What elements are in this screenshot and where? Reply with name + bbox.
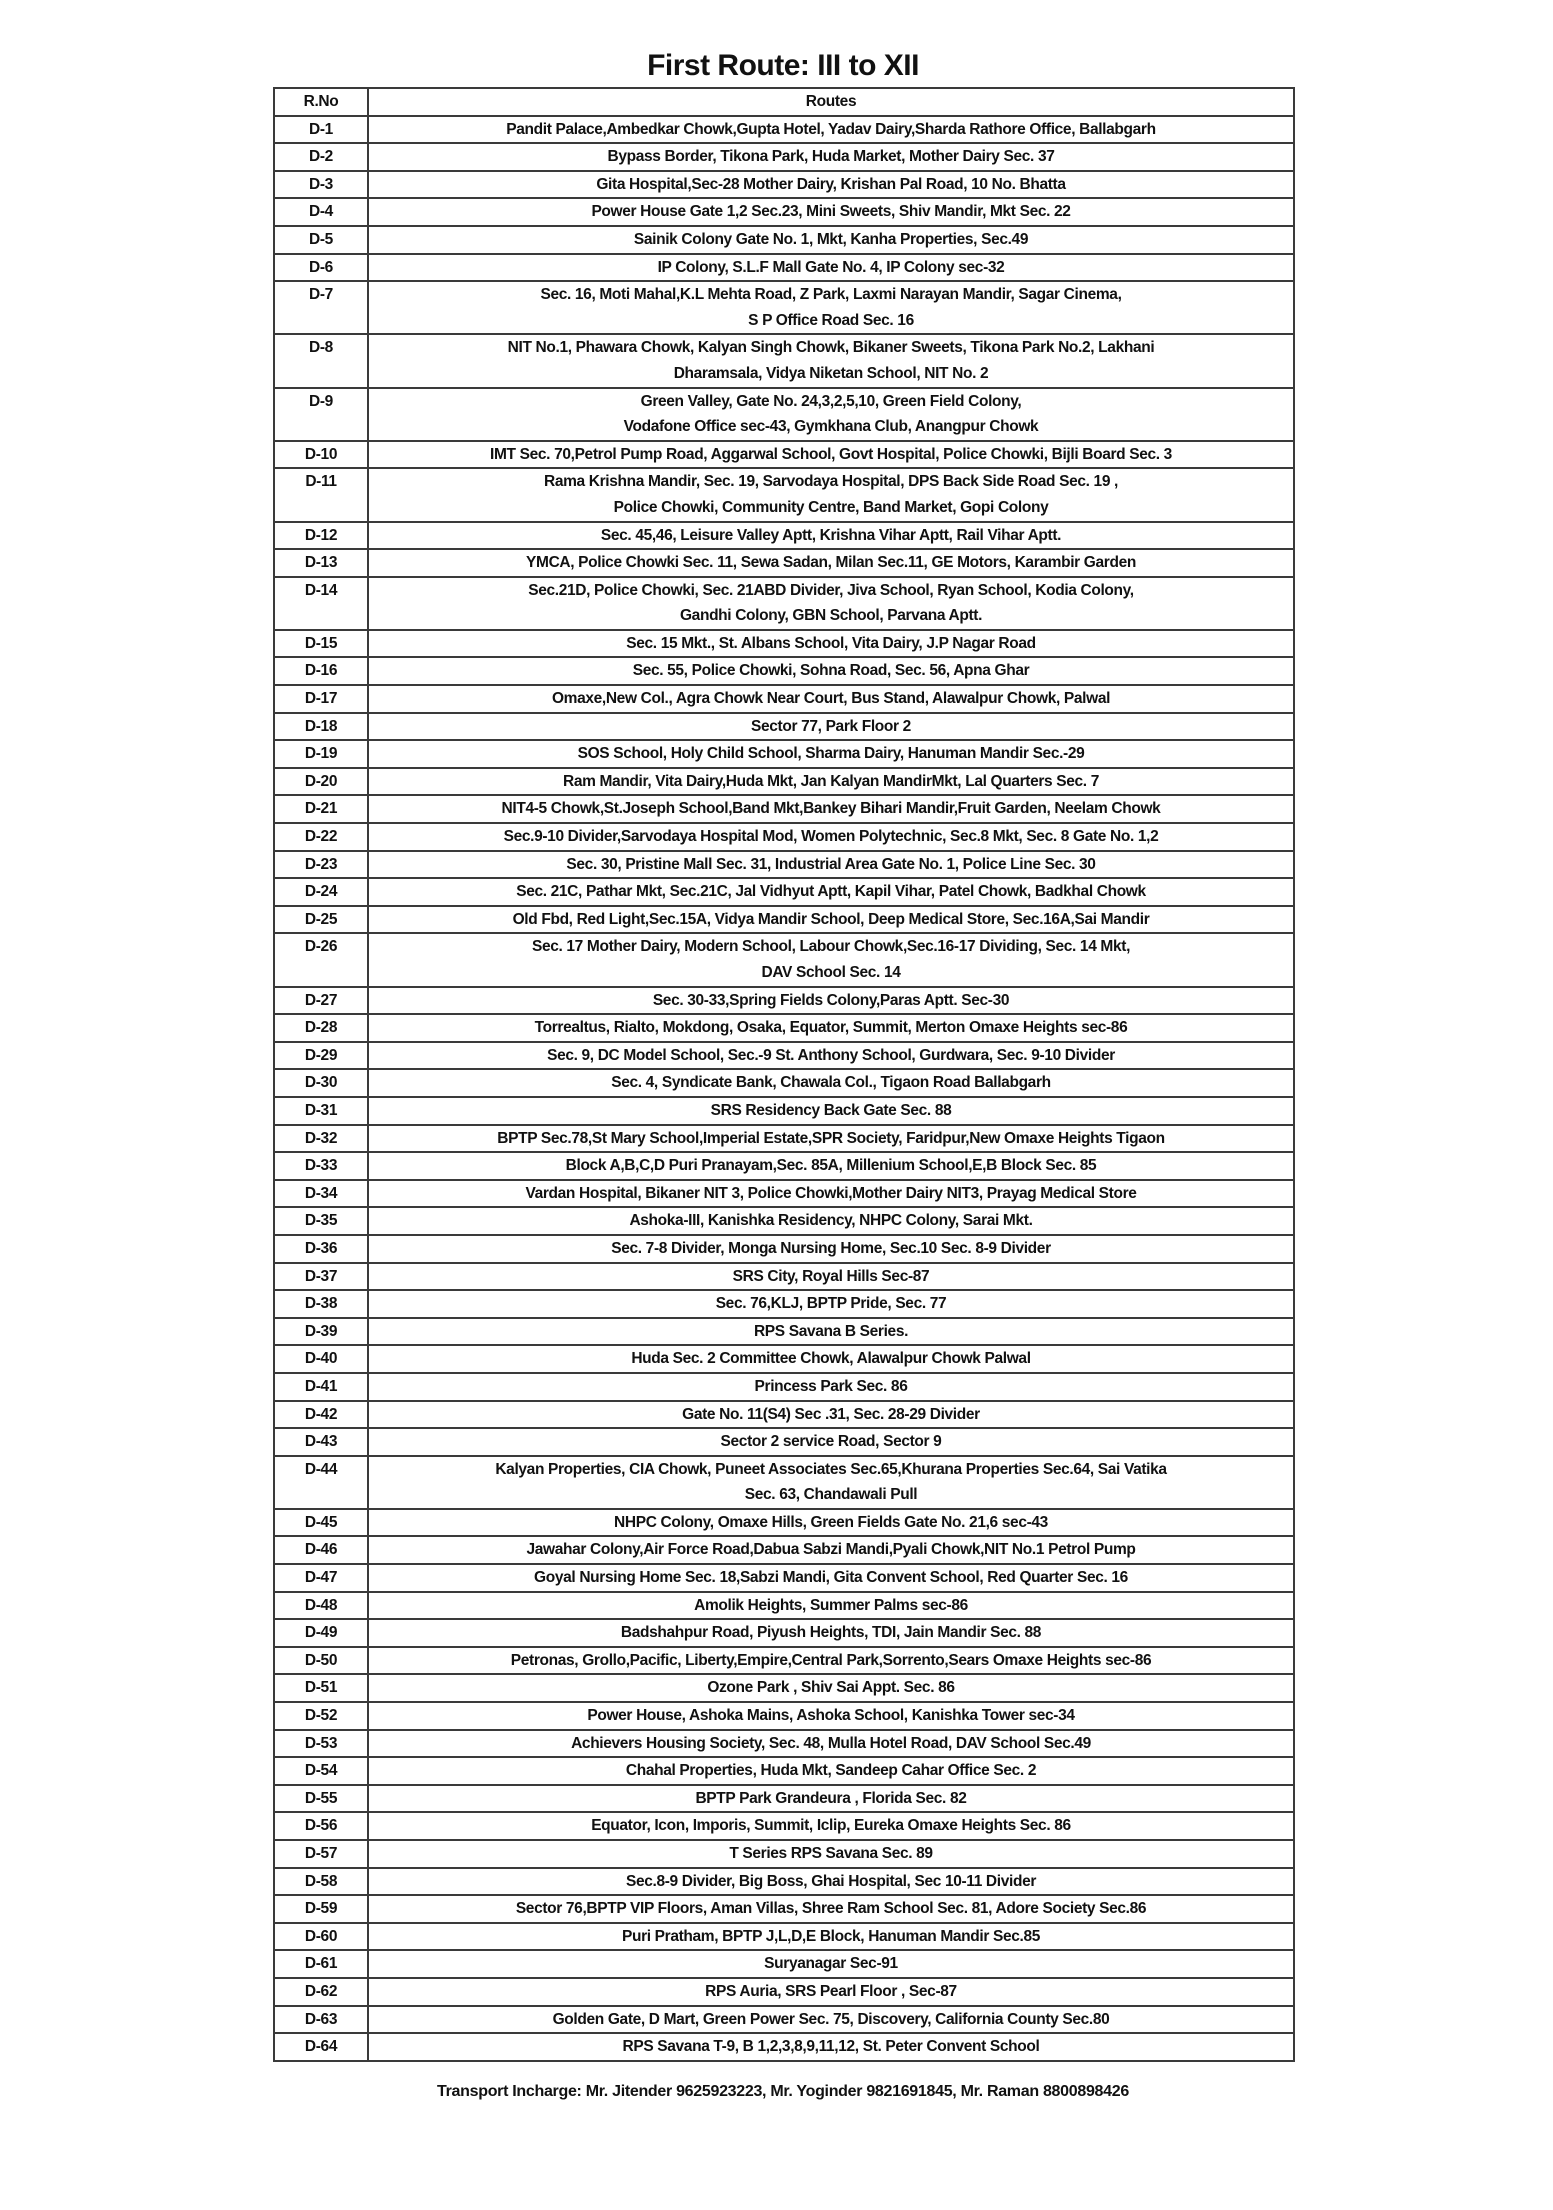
route-stops-cell xyxy=(368,1730,1294,1758)
table-header-row xyxy=(274,88,1294,116)
table-row xyxy=(274,713,1294,741)
table-row xyxy=(274,1619,1294,1647)
route-stops-cell xyxy=(368,116,1294,144)
table-row xyxy=(274,1263,1294,1291)
table-row xyxy=(274,987,1294,1015)
route-stops-line: Sec. 7-8 Divider, Monga Nursing Home, Sec.10 Sec. 8-9 Divider xyxy=(611,1239,1051,1257)
route-number-cell: D-34 xyxy=(274,1180,368,1208)
page-title: First Route: III to XII xyxy=(647,49,919,82)
route-stops-line: Sec.8-9 Divider, Big Boss, Ghai Hospital, Sec 10-11 Divider xyxy=(625,1872,1037,1890)
route-stops-line: Bypass Border, Tikona Park, Huda Market, Mother Dairy Sec. 37 xyxy=(607,148,1055,166)
table-row xyxy=(274,1235,1294,1263)
route-stops-cell xyxy=(368,441,1294,469)
route-stops-line: Omaxe,New Col., Agra Chowk Near Court, Bus Stand, Alawalpur Chowk, Palwal xyxy=(551,690,1111,708)
route-stops-line: IP Colony, S.L.F Mall Gate No. 4, IP Colony sec-32 xyxy=(657,258,1005,276)
route-stops-line: Suryanagar Sec-91 xyxy=(764,1955,898,1973)
table-row xyxy=(274,1509,1294,1537)
table-row xyxy=(274,1290,1294,1318)
table-row xyxy=(274,116,1294,144)
route-number-cell: D-37 xyxy=(274,1263,368,1291)
table-row xyxy=(274,1950,1294,1978)
table-row xyxy=(274,334,1294,387)
table-row xyxy=(274,1978,1294,2006)
route-stops-line: S P Office Road Sec. 16 xyxy=(748,311,914,329)
route-stops-cell xyxy=(368,1592,1294,1620)
route-stops-cell xyxy=(368,685,1294,713)
route-stops-line: Ram Mandir, Vita Dairy,Huda Mkt, Jan Kalyan MandirMkt, Lal Quarters Sec. 7 xyxy=(562,772,1099,790)
table-row xyxy=(274,1702,1294,1730)
route-stops-cell xyxy=(368,740,1294,768)
table-row xyxy=(274,388,1294,441)
route-stops-line: Kalyan Properties, CIA Chowk, Puneet Associates Sec.65,Khurana Properties Sec.64, Sai Vatika xyxy=(495,1460,1167,1478)
route-stops-line: Sec. 76,KLJ, BPTP Pride, Sec. 77 xyxy=(715,1295,947,1313)
route-stops-line: Equator, Icon, Imporis, Summit, Iclip, Eureka Omaxe Heights Sec. 86 xyxy=(591,1817,1071,1835)
route-number-cell: D-18 xyxy=(274,713,368,741)
route-stops-line: IMT Sec. 70,Petrol Pump Road, Aggarwal School, Govt Hospital, Police Chowki, Bijli Board Sec. 3 xyxy=(490,445,1172,463)
route-stops-line: Goyal Nursing Home Sec. 18,Sabzi Mandi, Gita Convent School, Red Quarter Sec. 16 xyxy=(534,1569,1128,1587)
route-number-cell: D-49 xyxy=(274,1619,368,1647)
route-number-cell: D-20 xyxy=(274,768,368,796)
table-row xyxy=(274,1564,1294,1592)
table-row xyxy=(274,1923,1294,1951)
route-stops-line: Pandit Palace,Ambedkar Chowk,Gupta Hotel, Yadav Dairy,Sharda Rathore Office, Ballabgarh xyxy=(506,120,1156,138)
route-stops-cell xyxy=(368,1097,1294,1125)
route-stops-line: Sector 2 service Road, Sector 9 xyxy=(720,1433,942,1451)
route-stops-line: Chahal Properties, Huda Mkt, Sandeep Cahar Office Sec. 2 xyxy=(625,1762,1037,1780)
route-number-cell: D-55 xyxy=(274,1785,368,1813)
route-stops-cell xyxy=(368,851,1294,879)
route-stops-cell xyxy=(368,1290,1294,1318)
route-stops-cell xyxy=(368,198,1294,226)
route-stops-line: Sec.9-10 Divider,Sarvodaya Hospital Mod, Women Polytechnic, Sec.8 Mkt, Sec. 8 Gate No. 1,2 xyxy=(503,828,1159,846)
table-row xyxy=(274,143,1294,171)
route-number-cell: D-41 xyxy=(274,1373,368,1401)
route-stops-line: Sec. 55, Police Chowki, Sohna Road, Sec. 56, Apna Ghar xyxy=(632,662,1030,680)
route-stops-line: Sector 76,BPTP VIP Floors, Aman Villas, Shree Ram School Sec. 81, Adore Society Sec.86 xyxy=(515,1900,1147,1918)
table-row xyxy=(274,1868,1294,1896)
route-stops-line: Sec.21D, Police Chowki, Sec. 21ABD Divider, Jiva School, Ryan School, Kodia Colony, xyxy=(528,581,1134,599)
table-row xyxy=(274,1401,1294,1429)
table-row xyxy=(274,1069,1294,1097)
route-stops-line: Power House, Ashoka Mains, Ashoka School, Kanishka Tower sec-34 xyxy=(587,1707,1075,1725)
route-stops-cell xyxy=(368,1125,1294,1153)
route-number-cell: D-33 xyxy=(274,1152,368,1180)
table-row xyxy=(274,1180,1294,1208)
route-stops-line: Ozone Park , Shiv Sai Appt. Sec. 86 xyxy=(707,1679,955,1697)
route-stops-line: Princess Park Sec. 86 xyxy=(754,1377,908,1395)
route-stops-line: SRS City, Royal Hills Sec-87 xyxy=(732,1267,930,1285)
route-stops-line: Sec. 45,46, Leisure Valley Aptt, Krishna Vihar Aptt, Rail Vihar Aptt. xyxy=(600,526,1062,544)
route-stops-cell xyxy=(368,795,1294,823)
route-number-cell: D-14 xyxy=(274,577,368,630)
route-number-cell: D-44 xyxy=(274,1456,368,1509)
route-number-cell: D-59 xyxy=(274,1895,368,1923)
route-number-cell: D-42 xyxy=(274,1401,368,1429)
route-number-cell: D-8 xyxy=(274,334,368,387)
route-stops-cell xyxy=(368,388,1294,441)
route-stops-cell xyxy=(368,334,1294,387)
route-stops-line: Petronas, Grollo,Pacific, Liberty,Empire,Central Park,Sorrento,Sears Omaxe Heights sec-86 xyxy=(510,1651,1152,1669)
route-stops-cell xyxy=(368,1456,1294,1509)
route-stops-cell xyxy=(368,1014,1294,1042)
route-number-cell: D-23 xyxy=(274,851,368,879)
table-row xyxy=(274,254,1294,282)
route-stops-cell xyxy=(368,768,1294,796)
route-stops-cell xyxy=(368,1812,1294,1840)
route-number-cell: D-60 xyxy=(274,1923,368,1951)
route-number-cell: D-39 xyxy=(274,1318,368,1346)
table-row xyxy=(274,933,1294,986)
route-stops-line: Block A,B,C,D Puri Pranayam,Sec. 85A, Millenium School,E,B Block Sec. 85 xyxy=(565,1157,1097,1175)
route-number-cell: D-9 xyxy=(274,388,368,441)
table-row xyxy=(274,1345,1294,1373)
table-row xyxy=(274,1014,1294,1042)
route-stops-cell xyxy=(368,1428,1294,1456)
route-stops-cell xyxy=(368,1263,1294,1291)
route-number-cell: D-30 xyxy=(274,1069,368,1097)
table-row xyxy=(274,1674,1294,1702)
route-stops-cell xyxy=(368,1840,1294,1868)
table-row xyxy=(274,522,1294,550)
table-row xyxy=(274,1785,1294,1813)
route-stops-cell xyxy=(368,1757,1294,1785)
route-number-cell: D-54 xyxy=(274,1757,368,1785)
table-row xyxy=(274,1456,1294,1509)
route-number-cell: D-27 xyxy=(274,987,368,1015)
route-number-cell: D-15 xyxy=(274,630,368,658)
route-stops-cell xyxy=(368,1373,1294,1401)
route-stops-cell xyxy=(368,1619,1294,1647)
route-stops-cell xyxy=(368,630,1294,658)
table-row xyxy=(274,1152,1294,1180)
route-stops-line: DAV School Sec. 14 xyxy=(761,964,901,981)
route-stops-cell xyxy=(368,1207,1294,1235)
route-stops-cell xyxy=(368,933,1294,986)
route-number-cell: D-26 xyxy=(274,933,368,986)
table-row xyxy=(274,1812,1294,1840)
table-row xyxy=(274,281,1294,334)
route-stops-line: Police Chowki, Community Centre, Band Market, Gopi Colony xyxy=(613,498,1049,516)
table-row xyxy=(274,685,1294,713)
route-number-cell: D-17 xyxy=(274,685,368,713)
route-stops-cell xyxy=(368,1152,1294,1180)
route-stops-line: RPS Auria, SRS Pearl Floor , Sec-87 xyxy=(705,1982,957,2000)
route-stops-line: Puri Pratham, BPTP J,L,D,E Block, Hanuman Mandir Sec.85 xyxy=(621,1927,1041,1945)
table-row xyxy=(274,549,1294,577)
route-number-cell: D-32 xyxy=(274,1125,368,1153)
route-number-cell: D-11 xyxy=(274,468,368,521)
route-stops-line: NIT No.1, Phawara Chowk, Kalyan Singh Chowk, Bikaner Sweets, Tikona Park No.2, Lakhani xyxy=(507,339,1155,357)
route-number-cell: D-6 xyxy=(274,254,368,282)
route-stops-cell xyxy=(368,1042,1294,1070)
table-row xyxy=(274,823,1294,851)
route-stops-cell xyxy=(368,254,1294,282)
route-number-cell: D-2 xyxy=(274,143,368,171)
table-row xyxy=(274,1757,1294,1785)
route-stops-cell xyxy=(368,1536,1294,1564)
route-stops-line: T Series RPS Savana Sec. 89 xyxy=(729,1845,933,1862)
table-row xyxy=(274,878,1294,906)
table-row xyxy=(274,740,1294,768)
route-stops-line: Achievers Housing Society, Sec. 48, Mulla Hotel Road, DAV School Sec.49 xyxy=(571,1734,1091,1752)
route-number-cell: D-46 xyxy=(274,1536,368,1564)
route-number-cell: D-25 xyxy=(274,906,368,934)
route-stops-line: Gita Hospital,Sec-28 Mother Dairy, Krishan Pal Road, 10 No. Bhatta xyxy=(596,175,1066,193)
route-stops-line: RPS Savana T-9, B 1,2,3,8,9,11,12, St. Peter Convent School xyxy=(622,2038,1040,2056)
route-number-cell: D-1 xyxy=(274,116,368,144)
table-row xyxy=(274,2033,1294,2061)
route-number-cell: D-13 xyxy=(274,549,368,577)
route-stops-line: SRS Residency Back Gate Sec. 88 xyxy=(710,1101,952,1119)
route-stops-cell xyxy=(368,1702,1294,1730)
table-row xyxy=(274,630,1294,658)
route-stops-line: Rama Krishna Mandir, Sec. 19, Sarvodaya Hospital, DPS Back Side Road Sec. 19 , xyxy=(544,473,1118,491)
route-stops-cell xyxy=(368,906,1294,934)
table-row xyxy=(274,1840,1294,1868)
table-row xyxy=(274,851,1294,879)
route-stops-line: Vardan Hospital, Bikaner NIT 3, Police Chowki,Mother Dairy NIT3, Prayag Medical Store xyxy=(525,1184,1137,1202)
table-row xyxy=(274,1895,1294,1923)
route-number-cell: D-22 xyxy=(274,823,368,851)
route-number-cell: D-5 xyxy=(274,226,368,254)
route-stops-line: NHPC Colony, Omaxe Hills, Green Fields Gate No. 21,6 sec-43 xyxy=(614,1513,1048,1531)
route-number-cell: D-36 xyxy=(274,1235,368,1263)
table-row xyxy=(274,657,1294,685)
route-stops-line: BPTP Sec.78,St Mary School,Imperial Estate,SPR Society, Faridpur,New Omaxe Heights Tigaon xyxy=(497,1129,1165,1147)
route-stops-cell xyxy=(368,2033,1294,2061)
route-stops-cell xyxy=(368,171,1294,199)
table-row xyxy=(274,1318,1294,1346)
route-number-cell: D-31 xyxy=(274,1097,368,1125)
route-stops-line: Sec. 30-33,Spring Fields Colony,Paras Aptt. Sec-30 xyxy=(652,991,1010,1009)
route-stops-line: Badshahpur Road, Piyush Heights, TDI, Jain Mandir Sec. 88 xyxy=(620,1624,1042,1642)
table-row xyxy=(274,1592,1294,1620)
route-stops-line: Amolik Heights, Summer Palms sec-86 xyxy=(694,1596,968,1614)
route-number-cell: D-57 xyxy=(274,1840,368,1868)
route-stops-cell xyxy=(368,226,1294,254)
route-number-cell: D-64 xyxy=(274,2033,368,2061)
table-row xyxy=(274,198,1294,226)
route-number-cell: D-28 xyxy=(274,1014,368,1042)
route-stops-line: Sec. 30, Pristine Mall Sec. 31, Industrial Area Gate No. 1, Police Line Sec. 30 xyxy=(566,855,1096,873)
table-row xyxy=(274,1647,1294,1675)
route-number-cell: D-29 xyxy=(274,1042,368,1070)
route-stops-cell xyxy=(368,1564,1294,1592)
route-stops-line: Sainik Colony Gate No. 1, Mkt, Kanha Properties, Sec.49 xyxy=(633,230,1029,248)
route-number-cell: D-19 xyxy=(274,740,368,768)
route-stops-line: Sec. 16, Moti Mahal,K.L Mehta Road, Z Park, Laxmi Narayan Mandir, Sagar Cinema, xyxy=(540,286,1122,304)
route-stops-line: Jawahar Colony,Air Force Road,Dabua Sabzi Mandi,Pyali Chowk,NIT No.1 Petrol Pump xyxy=(526,1541,1136,1559)
route-number-cell: D-21 xyxy=(274,795,368,823)
route-stops-line: Sec. 9, DC Model School, Sec.-9 St. Anthony School, Gurdwara, Sec. 9-10 Divider xyxy=(547,1046,1115,1064)
route-stops-cell xyxy=(368,1868,1294,1896)
route-stops-cell xyxy=(368,1180,1294,1208)
route-number-cell: D-10 xyxy=(274,441,368,469)
route-number-cell: D-61 xyxy=(274,1950,368,1978)
route-stops-cell xyxy=(368,1923,1294,1951)
route-number-cell: D-24 xyxy=(274,878,368,906)
table-row xyxy=(274,226,1294,254)
route-stops-line: NIT4-5 Chowk,St.Joseph School,Band Mkt,Bankey Bihari Mandir,Fruit Garden, Neelam Chowk xyxy=(501,800,1161,818)
route-number-cell: D-40 xyxy=(274,1345,368,1373)
route-stops-cell xyxy=(368,657,1294,685)
table-row xyxy=(274,795,1294,823)
route-stops-line: SOS School, Holy Child School, Sharma Dairy, Hanuman Mandir Sec.-29 xyxy=(577,745,1085,763)
table-row xyxy=(274,1730,1294,1758)
route-stops-line: Sec. 63, Chandawali Pull xyxy=(744,1486,918,1504)
route-stops-line: Ashoka-III, Kanishka Residency, NHPC Colony, Sarai Mkt. xyxy=(629,1212,1033,1230)
route-stops-cell xyxy=(368,281,1294,334)
table-row xyxy=(274,171,1294,199)
table-row xyxy=(274,1373,1294,1401)
route-number-cell: D-53 xyxy=(274,1730,368,1758)
route-stops-cell xyxy=(368,1674,1294,1702)
routes-table-body xyxy=(274,116,1294,2061)
route-stops-cell xyxy=(368,1401,1294,1429)
column-header-routes: Routes xyxy=(368,88,1294,116)
route-stops-line: RPS Savana B Series. xyxy=(753,1322,909,1340)
routes-table xyxy=(273,87,1295,2062)
route-stops-line: Torrealtus, Rialto, Mokdong, Osaka, Equator, Summit, Merton Omaxe Heights sec-86 xyxy=(534,1019,1128,1037)
route-stops-cell xyxy=(368,2006,1294,2034)
column-header-rno: R.No xyxy=(274,88,368,116)
route-stops-line: Gandhi Colony, GBN School, Parvana Aptt. xyxy=(679,607,983,625)
route-stops-line: Huda Sec. 2 Committee Chowk, Alawalpur Chowk Palwal xyxy=(631,1350,1031,1368)
route-stops-line: Sec. 17 Mother Dairy, Modern School, Labour Chowk,Sec.16-17 Dividing, Sec. 14 Mkt, xyxy=(531,938,1131,956)
route-number-cell: D-63 xyxy=(274,2006,368,2034)
table-row xyxy=(274,1207,1294,1235)
route-stops-line: Power House Gate 1,2 Sec.23, Mini Sweets, Shiv Mandir, Mkt Sec. 22 xyxy=(591,203,1071,221)
route-number-cell: D-52 xyxy=(274,1702,368,1730)
route-stops-cell xyxy=(368,1950,1294,1978)
route-stops-cell xyxy=(368,1069,1294,1097)
route-stops-line: BPTP Park Grandeura , Florida Sec. 82 xyxy=(695,1789,967,1807)
route-number-cell: D-56 xyxy=(274,1812,368,1840)
table-row xyxy=(274,1125,1294,1153)
route-stops-line: Sec. 21C, Pathar Mkt, Sec.21C, Jal Vidhyut Aptt, Kapil Vihar, Patel Chowk, Badkhal Chowk xyxy=(516,883,1146,901)
route-number-cell: D-51 xyxy=(274,1674,368,1702)
route-stops-line: YMCA, Police Chowki Sec. 11, Sewa Sadan, Milan Sec.11, GE Motors, Karambir Garden xyxy=(526,554,1136,572)
route-stops-cell xyxy=(368,1647,1294,1675)
route-number-cell: D-16 xyxy=(274,657,368,685)
route-stops-cell xyxy=(368,549,1294,577)
route-number-cell: D-43 xyxy=(274,1428,368,1456)
route-stops-cell xyxy=(368,577,1294,630)
route-number-cell: D-38 xyxy=(274,1290,368,1318)
route-stops-line: Sector 77, Park Floor 2 xyxy=(751,717,911,735)
table-row xyxy=(274,468,1294,521)
route-stops-cell xyxy=(368,1509,1294,1537)
route-stops-cell xyxy=(368,1345,1294,1373)
route-number-cell: D-4 xyxy=(274,198,368,226)
route-number-cell: D-12 xyxy=(274,522,368,550)
route-stops-cell xyxy=(368,468,1294,521)
route-stops-cell xyxy=(368,1895,1294,1923)
route-number-cell: D-47 xyxy=(274,1564,368,1592)
transport-incharge-footer: Transport Incharge: Mr. Jitender 9625923223, Mr. Yoginder 9821691845, Mr. Raman 8800898426 xyxy=(437,2083,1129,2100)
table-row xyxy=(274,1428,1294,1456)
table-row xyxy=(274,1042,1294,1070)
table-row xyxy=(274,577,1294,630)
route-stops-cell xyxy=(368,1978,1294,2006)
route-number-cell: D-62 xyxy=(274,1978,368,2006)
route-number-cell: D-48 xyxy=(274,1592,368,1620)
route-stops-line: Vodafone Office sec-43, Gymkhana Club, Anangpur Chowk xyxy=(623,418,1039,436)
table-row xyxy=(274,906,1294,934)
route-stops-cell xyxy=(368,1785,1294,1813)
route-stops-line: Sec. 15 Mkt., St. Albans School, Vita Dairy, J.P Nagar Road xyxy=(626,634,1036,652)
route-stops-line: Dharamsala, Vidya Niketan School, NIT No. 2 xyxy=(673,364,989,382)
route-stops-cell xyxy=(368,522,1294,550)
route-stops-cell xyxy=(368,878,1294,906)
table-row xyxy=(274,768,1294,796)
route-stops-cell xyxy=(368,143,1294,171)
route-stops-line: Golden Gate, D Mart, Green Power Sec. 75, Discovery, California County Sec.80 xyxy=(552,2010,1110,2028)
route-number-cell: D-58 xyxy=(274,1868,368,1896)
route-stops-line: Sec. 4, Syndicate Bank, Chawala Col., Tigaon Road Ballabgarh xyxy=(611,1074,1051,1092)
route-stops-line: Old Fbd, Red Light,Sec.15A, Vidya Mandir School, Deep Medical Store, Sec.16A,Sai Mandir xyxy=(512,910,1150,928)
route-stops-cell xyxy=(368,987,1294,1015)
route-stops-line: Green Valley, Gate No. 24,3,2,5,10, Green Field Colony, xyxy=(640,392,1022,410)
table-row xyxy=(274,1097,1294,1125)
route-stops-cell xyxy=(368,713,1294,741)
route-number-cell: D-45 xyxy=(274,1509,368,1537)
route-number-cell: D-3 xyxy=(274,171,368,199)
route-stops-line: Gate No. 11(S4) Sec .31, Sec. 28-29 Divider xyxy=(682,1405,980,1423)
route-number-cell: D-50 xyxy=(274,1647,368,1675)
route-stops-cell xyxy=(368,1318,1294,1346)
route-number-cell: D-7 xyxy=(274,281,368,334)
table-row xyxy=(274,441,1294,469)
route-stops-cell xyxy=(368,1235,1294,1263)
table-row xyxy=(274,2006,1294,2034)
route-number-cell: D-35 xyxy=(274,1207,368,1235)
table-row xyxy=(274,1536,1294,1564)
route-stops-cell xyxy=(368,823,1294,851)
